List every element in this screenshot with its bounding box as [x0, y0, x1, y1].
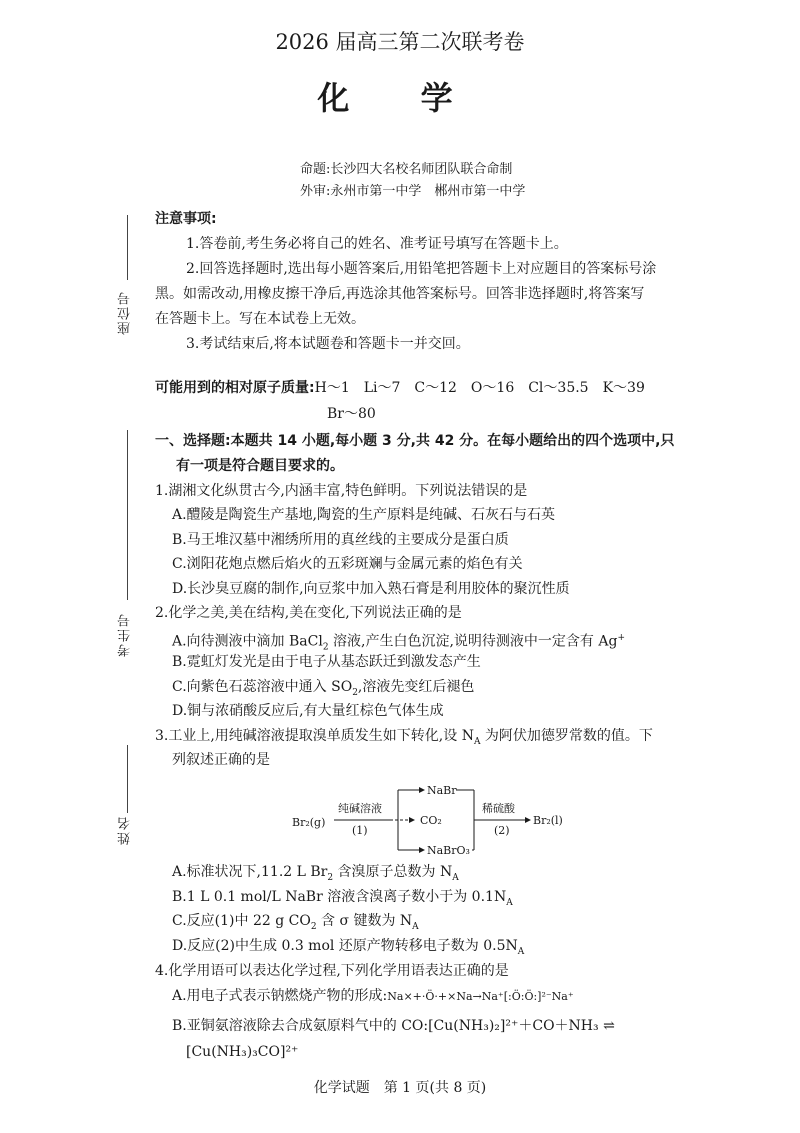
diagram-prod-top: NaBr [427, 784, 457, 797]
diagram-prod-bottom: NaBrO₃ [427, 844, 470, 857]
atomic-masses-line1 [155, 378, 645, 398]
q2-stem: 2.化学之美,美在结构,美在变化,下列说法正确的是 [155, 605, 462, 621]
diagram-reagent2: 稀硫酸 [482, 802, 515, 815]
diagram-step2-label: (2) [494, 824, 510, 837]
diagram-reagent1: 纯碱溶液 [338, 802, 382, 815]
atomic-masses-values: H～1 Li～7 C～12 O～16 Cl～35.5 K～39 [314, 380, 645, 396]
q4-option-a: A.用电子式表示钠燃烧产物的形成:Na×+·Ö·+×Na→Na⁺[:Ö:Ö:]²⁻Na⁺ [172, 988, 574, 1004]
notice-item-3: 3.考试结束后,将本试题卷和答题卡一并交回。 [186, 336, 470, 352]
section1-heading-line2: 有一项是符合题目要求的。 [176, 458, 344, 474]
page-footer: 化学试题 第 1 页(共 8 页) [313, 1080, 487, 1096]
q1-option-b: B.马王堆汉墓中湘绣所用的真丝线的主要成分是蛋白质 [172, 532, 509, 548]
notice-item-2-line3: 在答题卡上。写在本试卷上无效。 [155, 311, 365, 327]
name-blank-line [127, 745, 128, 813]
exam-title: 2026 届高三第二次联考卷 [275, 30, 525, 54]
q3-reaction-diagram [290, 776, 570, 862]
q1-option-d: D.长沙臭豆腐的制作,向豆浆中加入熟石膏是利用胶体的聚沉性质 [172, 581, 570, 597]
q4-stem: 4.化学用语可以表达化学过程,下列化学用语表达正确的是 [155, 963, 509, 979]
subject-title: 化 学 [317, 79, 483, 117]
q3-option-c: C.反应(1)中 22 g $CO_2$ 含 σ 键数为 $N_A$ [172, 913, 419, 932]
diagram-reactant: Br₂(g) [292, 816, 326, 829]
q3-stem-line1: 3.工业上,用纯碱溶液提取溴单质发生如下转化,设 $N_A$ 为阿伏加德罗常数的值。下 [155, 728, 653, 747]
reviewers-line: 外审:永州市第一中学 郴州市第一中学 [300, 184, 526, 199]
section1-heading-line1: 一、选择题:本题共 14 小题,每小题 3 分,共 42 分。在每小题给出的四个选项中,只 [155, 433, 675, 449]
seat-blank-line [127, 215, 128, 280]
notice-item-2-line2: 黑。如需改动,用橡皮擦干净后,再选涂其他答案标号。回答非选择题时,将答案写 [155, 286, 645, 302]
q4-option-b-line1: B.亚铜氨溶液除去合成氨原料气中的 CO:[Cu(NH₃)₂]²⁺＋CO＋NH₃ ⇌ [172, 1018, 615, 1034]
q3-option-b: B.1 L 0.1 mol/L NaBr 溶液含溴离子数小于为 $0.1N_A$ [172, 889, 513, 908]
notice-item-1: 1.答卷前,考生务必将自己的姓名、准考证号填写在答题卡上。 [186, 236, 568, 252]
atomic-masses-line2: Br～80 [327, 406, 376, 422]
q2-option-c: C.向紫色石蕊溶液中通入 $SO_2$,溶液先变红后褪色 [172, 679, 475, 698]
q2-option-a: A.向待测液中滴加 BaCl$_2$ 溶液,产生白色沉淀,说明待测液中一定含有 Ag+ [172, 633, 625, 653]
q3-option-d: D.反应(2)中生成 0.3 mol 还原产物转移电子数为 $0.5N_A$ [172, 938, 525, 957]
q4-option-b-line2: [Cu(NH₃)₃CO]²⁺ [186, 1044, 299, 1060]
seat-label: 座位号 [118, 290, 133, 335]
diagram-prod-mid: CO₂ [420, 814, 442, 827]
authors-line: 命题:长沙四大名校名师团队联合命制 [300, 162, 513, 177]
diagram-step1-label: (1) [352, 824, 368, 837]
q1-stem: 1.湖湘文化纵贯古今,内涵丰富,特色鲜明。下列说法错误的是 [155, 483, 528, 499]
atomic-masses-label: 可能用到的相对原子质量: [155, 380, 315, 396]
notice-item-2-line1: 2.回答选择题时,选出每小题答案后,用铅笔把答题卡上对应题目的答案标号涂 [186, 261, 657, 277]
exam-no-label: 考生号 [118, 612, 133, 657]
q1-option-c: C.浏阳花炮点燃后焰火的五彩斑斓与金属元素的焰色有关 [172, 556, 523, 572]
q4-electron-formula: Na×+·Ö·+×Na→Na⁺[:Ö:Ö:]²⁻Na⁺ [387, 990, 574, 1003]
notice-title: 注意事项: [155, 211, 217, 227]
q2-option-d: D.铜与浓硝酸反应后,有大量红棕色气体生成 [172, 703, 444, 719]
q3-option-a: A.标准状况下,11.2 L $Br_2$ 含溴原子总数为 $N_A$ [172, 864, 459, 883]
q1-option-a: A.醴陵是陶瓷生产基地,陶瓷的生产原料是纯碱、石灰石与石英 [172, 507, 556, 523]
exam-no-blank-line [127, 430, 128, 600]
q3-stem-line2: 列叙述正确的是 [172, 752, 270, 768]
name-label: 姓名 [118, 815, 133, 845]
q2-option-b: B.霓虹灯发光是由于电子从基态跃迁到激发态产生 [172, 654, 481, 670]
diagram-final: Br₂(l) [533, 814, 563, 827]
